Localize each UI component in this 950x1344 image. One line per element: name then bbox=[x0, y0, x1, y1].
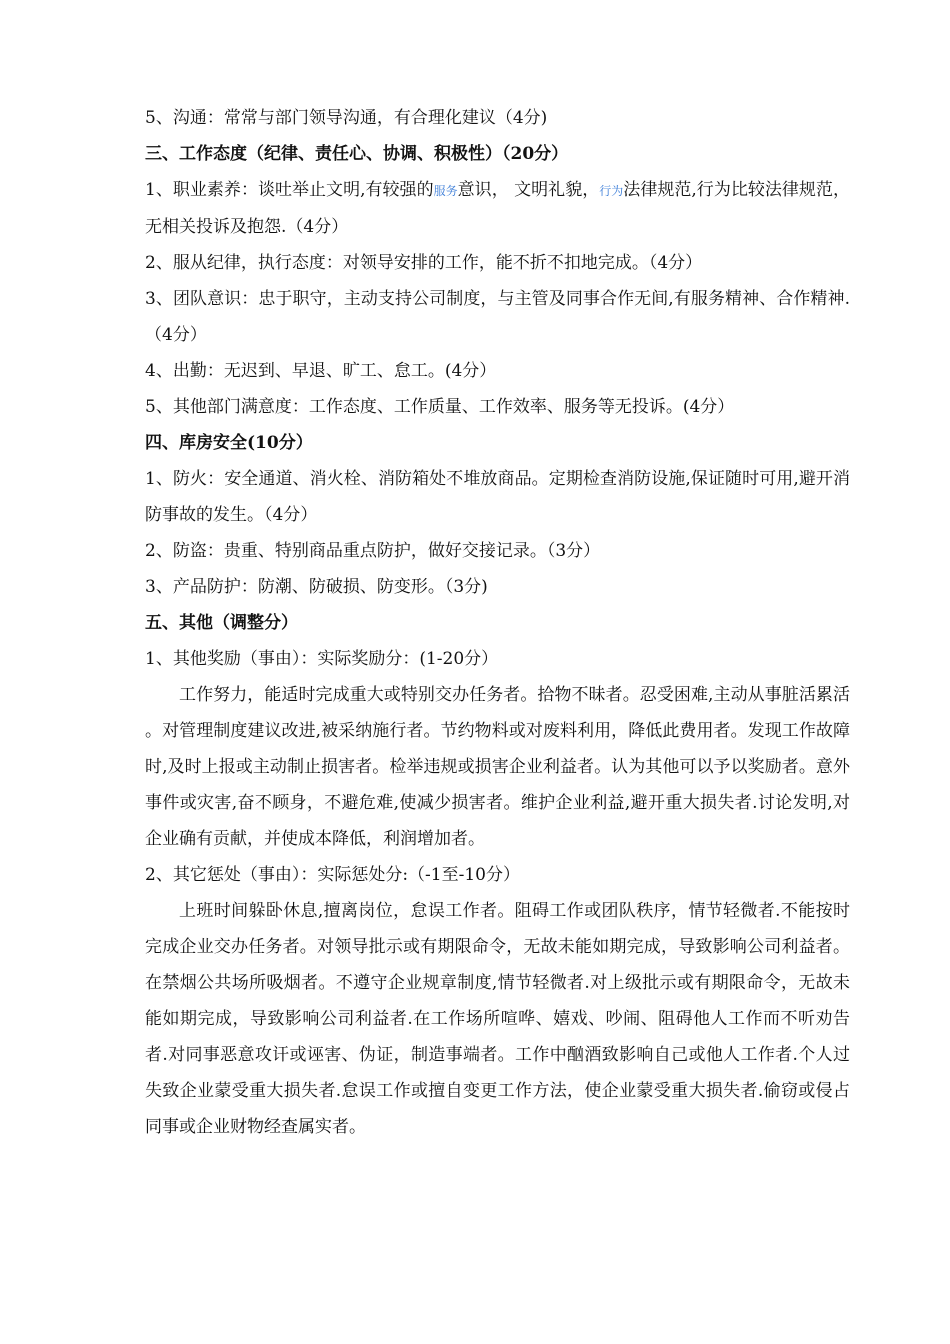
inline-blue-term-behavior: 行为 bbox=[599, 184, 624, 198]
section-heading-work-attitude: 三、工作态度（纪律、责任心、协调、积极性）（20分） bbox=[145, 144, 569, 164]
item-fire-prevention: 1、防火：安全通道、消火栓、消防箱处不堆放商品。定期检查消防设施,保证随时可用,避开消防事故的发生。（4分） bbox=[145, 469, 850, 525]
item-attendance: 4、出勤：无迟到、早退、旷工、怠工。(4分） bbox=[145, 361, 497, 381]
item-discipline: 2、服从纪律，执行态度：对领导安排的工作，能不折不扣地完成。（4分） bbox=[145, 253, 703, 273]
item-product-protection: 3、产品防护：防潮、防破损、防变形。（3分) bbox=[145, 577, 488, 597]
item-other-penalties: 2、其它惩处（事由）：实际惩处分:（-1至-10分） bbox=[145, 865, 520, 885]
item-department-satisfaction: 5、其他部门满意度：工作态度、工作质量、工作效率、服务等无投诉。(4分） bbox=[145, 397, 735, 417]
document-body bbox=[145, 100, 850, 1145]
paragraph-rewards-detail: 工作努力，能适时完成重大或特别交办任务者。拾物不昧者。忍受困难,主动从事脏活累活 。对管理制度建议改进,被采纳施行者。节约物料或对废料利用，降低此费用者。发现工作故障时,及时上报或主动制止损害者。检举违规或损害企业利益者。认为其他可以予以奖励者。意外事件或灾害,奋不顾身，不避危难,使减少损害者。维护企业利益,避开重大损失者.讨论发明,对企业确有贡献，并使成本降低，利润增加者。 bbox=[145, 685, 850, 849]
paragraph-penalties-detail: 上班时间躲卧休息,擅离岗位，怠误工作者。阻碍工作或团队秩序，情节轻微者.不能按时完成企业交办任务者。对领导批示或有期限命令，无故未能如期完成，导致影响公司利益者。在禁烟公共场所吸烟者。不遵守企业规章制度,情节轻微者.对上级批示或有期限命令，无故未能如期完成，导致影响公司利益者.在工作场所喧哗、嬉戏、吵闹、阻碍他人工作而不听劝告者.对同事恶意攻讦或诬害、伪证，制造事端者。工作中酗酒致影响自己或他人工作者.个人过失致企业蒙受重大损失者.怠误工作或擅自变更工作方法，使企业蒙受重大损失者.偷窃或侵占同事或企业财物经查属实者。 bbox=[145, 901, 850, 1137]
item-other-rewards: 1、其他奖励（事由）：实际奖励分：(1-20分） bbox=[145, 649, 499, 669]
section-heading-other: 五、其他（调整分） bbox=[145, 613, 298, 633]
item-theft-prevention: 2、防盗：贵重、特别商品重点防护，做好交接记录。（3分） bbox=[145, 541, 601, 561]
item-communication: 5、沟通：常常与部门领导沟通，有合理化建议（4分) bbox=[145, 108, 548, 128]
item-professional-quality: 1、职业素养：谈吐举止文明,有较强的服务意识， 文明礼貌，行为法律规范,行为比较法律规范，无相关投诉及抱怨.（4分） bbox=[145, 180, 850, 237]
inline-blue-term-service: 服务 bbox=[433, 184, 458, 198]
section-heading-warehouse-safety: 四、库房安全(10分） bbox=[145, 433, 313, 453]
item-team-spirit: 3、团队意识：忠于职守，主动支持公司制度，与主管及同事合作无间,有服务精神、合作精神.（4分） bbox=[145, 289, 850, 345]
